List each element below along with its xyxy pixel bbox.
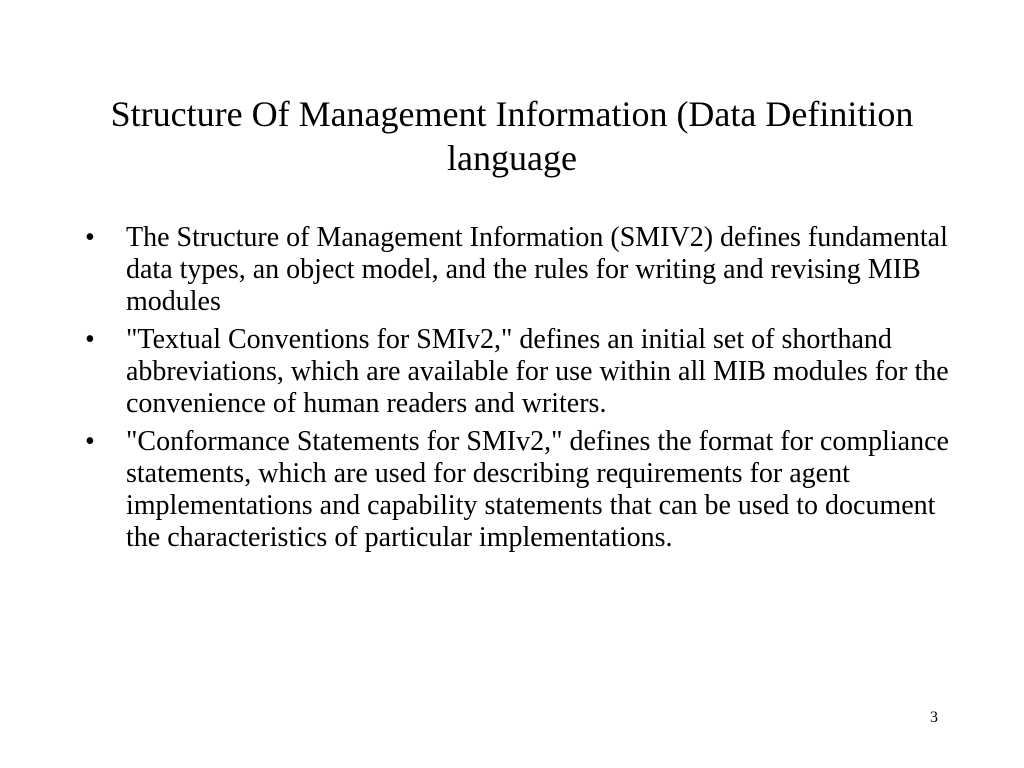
bullet-icon: • xyxy=(85,222,95,253)
slide-title: Structure Of Management Information (Data Definition language xyxy=(110,94,914,178)
bullet-list xyxy=(85,222,955,560)
bullet-item-smiv2-definition xyxy=(85,222,955,318)
bullet-icon: • xyxy=(85,324,95,355)
bullet-text: "Textual Conventions for SMIv2," defines an initial set of shorthand abbreviations, which are available for use within all MIB modules for the convenience of human readers and writers. xyxy=(126,324,949,419)
bullet-item-conformance-statements xyxy=(85,426,955,554)
slide-number: 3 xyxy=(930,709,938,726)
bullet-text: "Conformance Statements for SMIv2," defines the format for compliance statements, which are used for describing requirements for agent implementations and capability statements that can be used to document the characteristics of particular implementations. xyxy=(126,426,949,553)
bullet-text: The Structure of Management Information (SMIV2) defines fundamental data types, an object model, and the rules for writing and revising MIB modules xyxy=(126,222,948,317)
bullet-item-textual-conventions xyxy=(85,324,955,420)
bullet-icon: • xyxy=(85,426,95,457)
